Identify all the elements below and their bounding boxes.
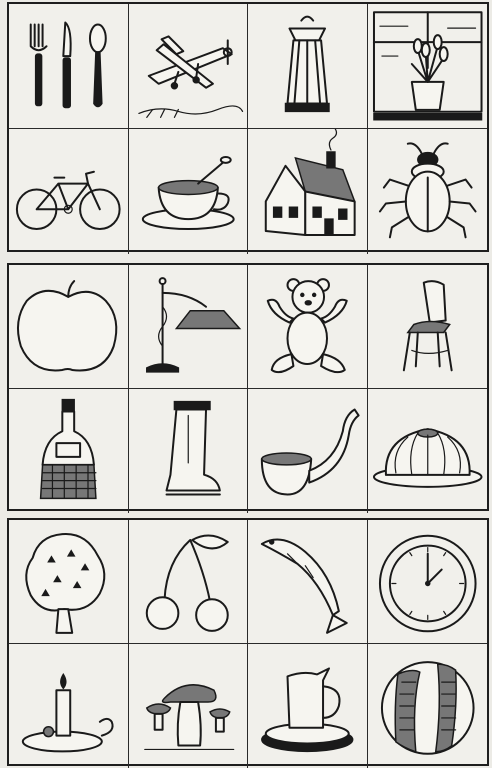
flower-pot-window-icon <box>368 4 488 128</box>
bicycle-icon <box>9 129 128 254</box>
candle-icon <box>9 644 128 768</box>
fish-icon <box>248 520 367 643</box>
teacup-icon <box>129 129 248 254</box>
apple-icon <box>9 265 128 388</box>
picture-group-2 <box>7 263 489 511</box>
cell-boot[interactable] <box>129 389 249 513</box>
cherries-icon <box>129 520 248 643</box>
mushrooms-icon <box>129 644 248 768</box>
cell-lantern[interactable] <box>248 4 368 129</box>
cell-beetle[interactable] <box>368 129 488 254</box>
cell-bundt-cake[interactable] <box>368 389 488 513</box>
picture-group-1 <box>7 2 489 252</box>
lamp-icon <box>129 265 248 388</box>
beetle-icon <box>368 129 488 254</box>
cell-cutlery[interactable] <box>9 4 129 129</box>
cell-apple[interactable] <box>9 265 129 389</box>
tobacco-pipe-icon <box>248 389 367 513</box>
lantern-icon <box>248 4 367 128</box>
tree-icon <box>9 520 128 643</box>
cell-clock[interactable] <box>368 520 488 644</box>
airplane-icon <box>129 4 248 128</box>
jug-icon <box>248 644 367 768</box>
cell-mushrooms[interactable] <box>129 644 249 768</box>
cell-flower-pot[interactable] <box>368 4 488 129</box>
cell-tree[interactable] <box>9 520 129 644</box>
cell-teacup[interactable] <box>129 129 249 254</box>
cell-cherries[interactable] <box>129 520 249 644</box>
cell-wine-bottle[interactable] <box>9 389 129 513</box>
beach-ball-icon <box>368 644 488 768</box>
picture-group-3 <box>7 518 489 766</box>
teddy-bear-icon <box>248 265 367 388</box>
cell-airplane[interactable] <box>129 4 249 129</box>
chair-icon <box>368 265 488 388</box>
cutlery-icon <box>9 4 128 128</box>
house-icon <box>248 129 367 254</box>
clock-icon <box>368 520 488 643</box>
cell-fish[interactable] <box>248 520 368 644</box>
boot-icon <box>129 389 248 513</box>
cell-teddy-bear[interactable] <box>248 265 368 389</box>
cell-bicycle[interactable] <box>9 129 129 254</box>
bundt-cake-icon <box>368 389 488 513</box>
cell-house[interactable] <box>248 129 368 254</box>
cell-tobacco-pipe[interactable] <box>248 389 368 513</box>
cell-beach-ball[interactable] <box>368 644 488 768</box>
cell-candle[interactable] <box>9 644 129 768</box>
cell-lamp[interactable] <box>129 265 249 389</box>
wine-bottle-icon <box>9 389 128 513</box>
cell-chair[interactable] <box>368 265 488 389</box>
cell-jug[interactable] <box>248 644 368 768</box>
